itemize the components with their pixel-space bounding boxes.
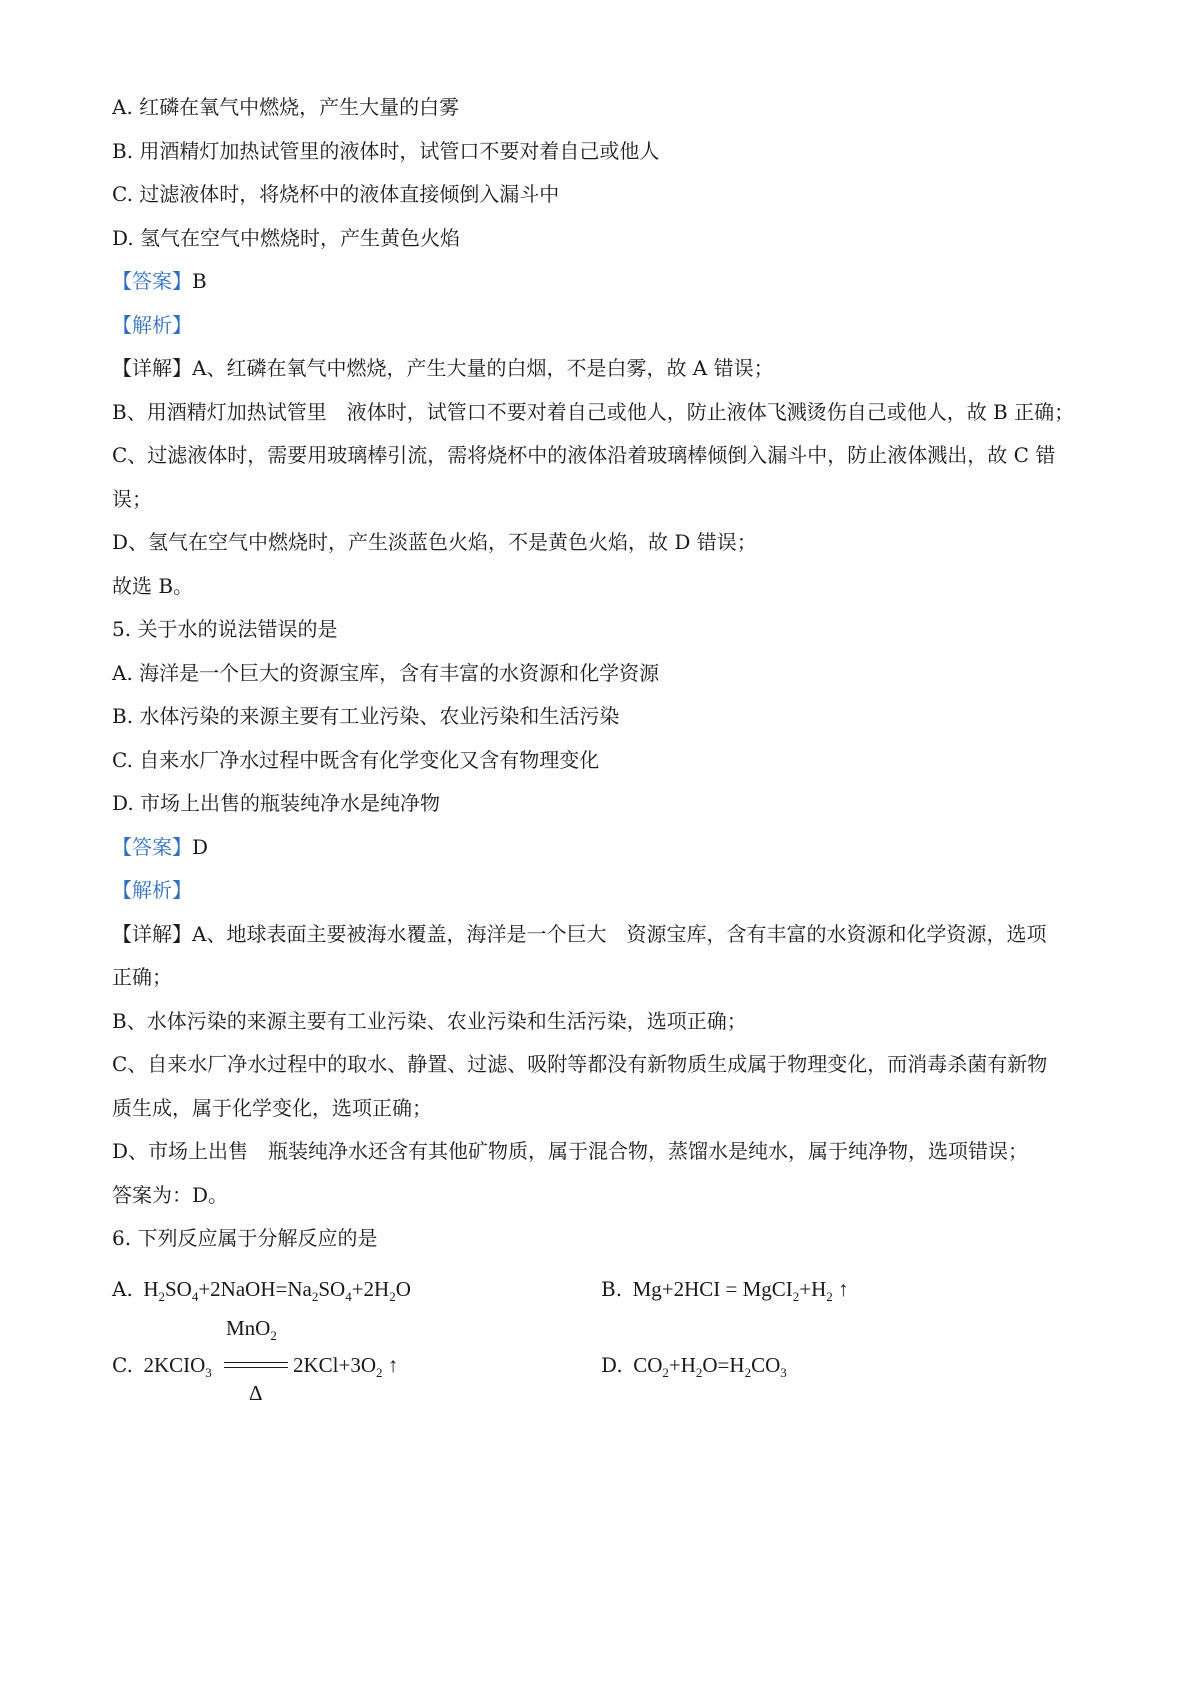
q4-answer: B bbox=[192, 269, 207, 293]
q5-detail-a-line2: 正确； bbox=[112, 965, 172, 989]
answer-tag: 【答案】 bbox=[112, 835, 192, 859]
q5-stem: 5. 关于水的说法错误的是 bbox=[112, 617, 338, 641]
q6-option-d bbox=[601, 1352, 787, 1378]
q5-detail-a-line1 bbox=[112, 921, 1102, 947]
q5-answer: D bbox=[192, 835, 209, 859]
q4-option-d: D. 氢气在空气中燃烧时，产生黄色火焰 bbox=[112, 226, 461, 250]
detail-tag: 【详解】 bbox=[112, 922, 192, 946]
q5-option-a: A. 海洋是一个巨大的资源宝库，含有丰富的水资源和化学资源 bbox=[112, 661, 660, 685]
equation-c-right: $2KCl+3O_2$ ↑ bbox=[293, 1353, 399, 1380]
q4-detail-a-text: A、红磷在氧气中燃烧，产生大量的白烟，不是白雾，故 A 错误； bbox=[192, 356, 774, 380]
q4-conclusion: 故选 B。 bbox=[112, 574, 194, 598]
q5-option-b: B. 水体污染的来源主要有工业污染、农业污染和生活污染 bbox=[112, 704, 620, 728]
equation-a: $H_2SO_4+2NaOH=Na_2SO_4+2H_2O$ bbox=[143, 1277, 411, 1304]
equal-bar-top bbox=[224, 1362, 288, 1363]
q4-option-c: C. 过滤液体时，将烧杯中的液体直接倾倒入漏斗中 bbox=[112, 182, 560, 206]
equation-b: $Mg+2HCI = MgCI_2+H_2$ ↑ bbox=[632, 1277, 849, 1304]
q6-option-a-letter: A. bbox=[112, 1277, 133, 1301]
q6-c-catalyst: MnO$_2$ bbox=[226, 1316, 277, 1343]
q5-answer-line bbox=[112, 834, 1102, 860]
q6-option-b-letter: B. bbox=[601, 1277, 623, 1301]
q4-detail-a bbox=[112, 355, 1102, 381]
q4-detail-c-line1: C、过滤液体时，需要用玻璃棒引流，需将烧杯中的液体沿着玻璃棒倾倒入漏斗中，防止液体溅出，故 C 错 bbox=[112, 443, 1056, 467]
equal-bar-bottom bbox=[224, 1367, 288, 1368]
q5-detail-b: B、水体污染的来源主要有工业污染、农业污染和生活污染，选项正确； bbox=[112, 1009, 747, 1033]
q4-analysis-tag: 【解析】 bbox=[112, 313, 192, 337]
q5-conclusion: 答案为：D。 bbox=[112, 1183, 229, 1207]
detail-tag: 【详解】 bbox=[112, 356, 192, 380]
q5-option-d: D. 市场上出售的瓶装纯净水是纯净物 bbox=[112, 791, 441, 815]
q4-detail-d: D、氢气在空气中燃烧时，产生淡蓝色火焰，不是黄色火焰，故 D 错误； bbox=[112, 530, 757, 554]
q5-detail-c-line2: 质生成，属于化学变化，选项正确； bbox=[112, 1096, 432, 1120]
q6-stem: 6. 下列反应属于分解反应的是 bbox=[112, 1226, 378, 1250]
q5-option-c: C. 自来水厂净水过程中既含有化学变化又含有物理变化 bbox=[112, 748, 600, 772]
equation-c-left: $2KCIO_3$ bbox=[143, 1353, 212, 1380]
q4-option-b: B. 用酒精灯加热试管里的液体时，试管口不要对着自己或他人 bbox=[112, 139, 660, 163]
q6-c-heat-symbol: Δ bbox=[249, 1381, 263, 1405]
q4-detail-c-line2: 误； bbox=[112, 487, 152, 511]
q4-detail-b: B、用酒精灯加热试管里 液体时，试管口不要对着自己或他人，防止液体飞溅烫伤自己或他人，故 B 正确； bbox=[112, 400, 1075, 424]
equation-d: $CO_2+H_2O=H_2CO_3$ bbox=[633, 1353, 787, 1380]
q5-detail-a-text: A、地球表面主要被海水覆盖，海洋是一个巨大 资源宝库，含有丰富的水资源和化学资源，选项 bbox=[192, 922, 1047, 946]
q5-detail-c-line1: C、自来水厂净水过程中的取水、静置、过滤、吸附等都没有新物质生成属于物理变化，而消毒杀菌有新物 bbox=[112, 1052, 1048, 1076]
q6-option-a bbox=[112, 1276, 411, 1302]
q4-option-a: A. 红磷在氧气中燃烧，产生大量的白雾 bbox=[112, 95, 460, 119]
answer-tag: 【答案】 bbox=[112, 269, 192, 293]
q5-analysis-tag: 【解析】 bbox=[112, 878, 192, 902]
q6-option-c-letter: C. bbox=[112, 1353, 133, 1377]
q6-option-d-letter: D. bbox=[601, 1353, 623, 1377]
q5-detail-d: D、市场上出售 瓶装纯净水还含有其他矿物质，属于混合物，蒸馏水是纯水，属于纯净物，选项错误； bbox=[112, 1139, 1029, 1163]
q6-option-c bbox=[112, 1352, 212, 1378]
q6-option-b bbox=[601, 1276, 849, 1302]
q4-answer-line bbox=[112, 268, 1102, 294]
